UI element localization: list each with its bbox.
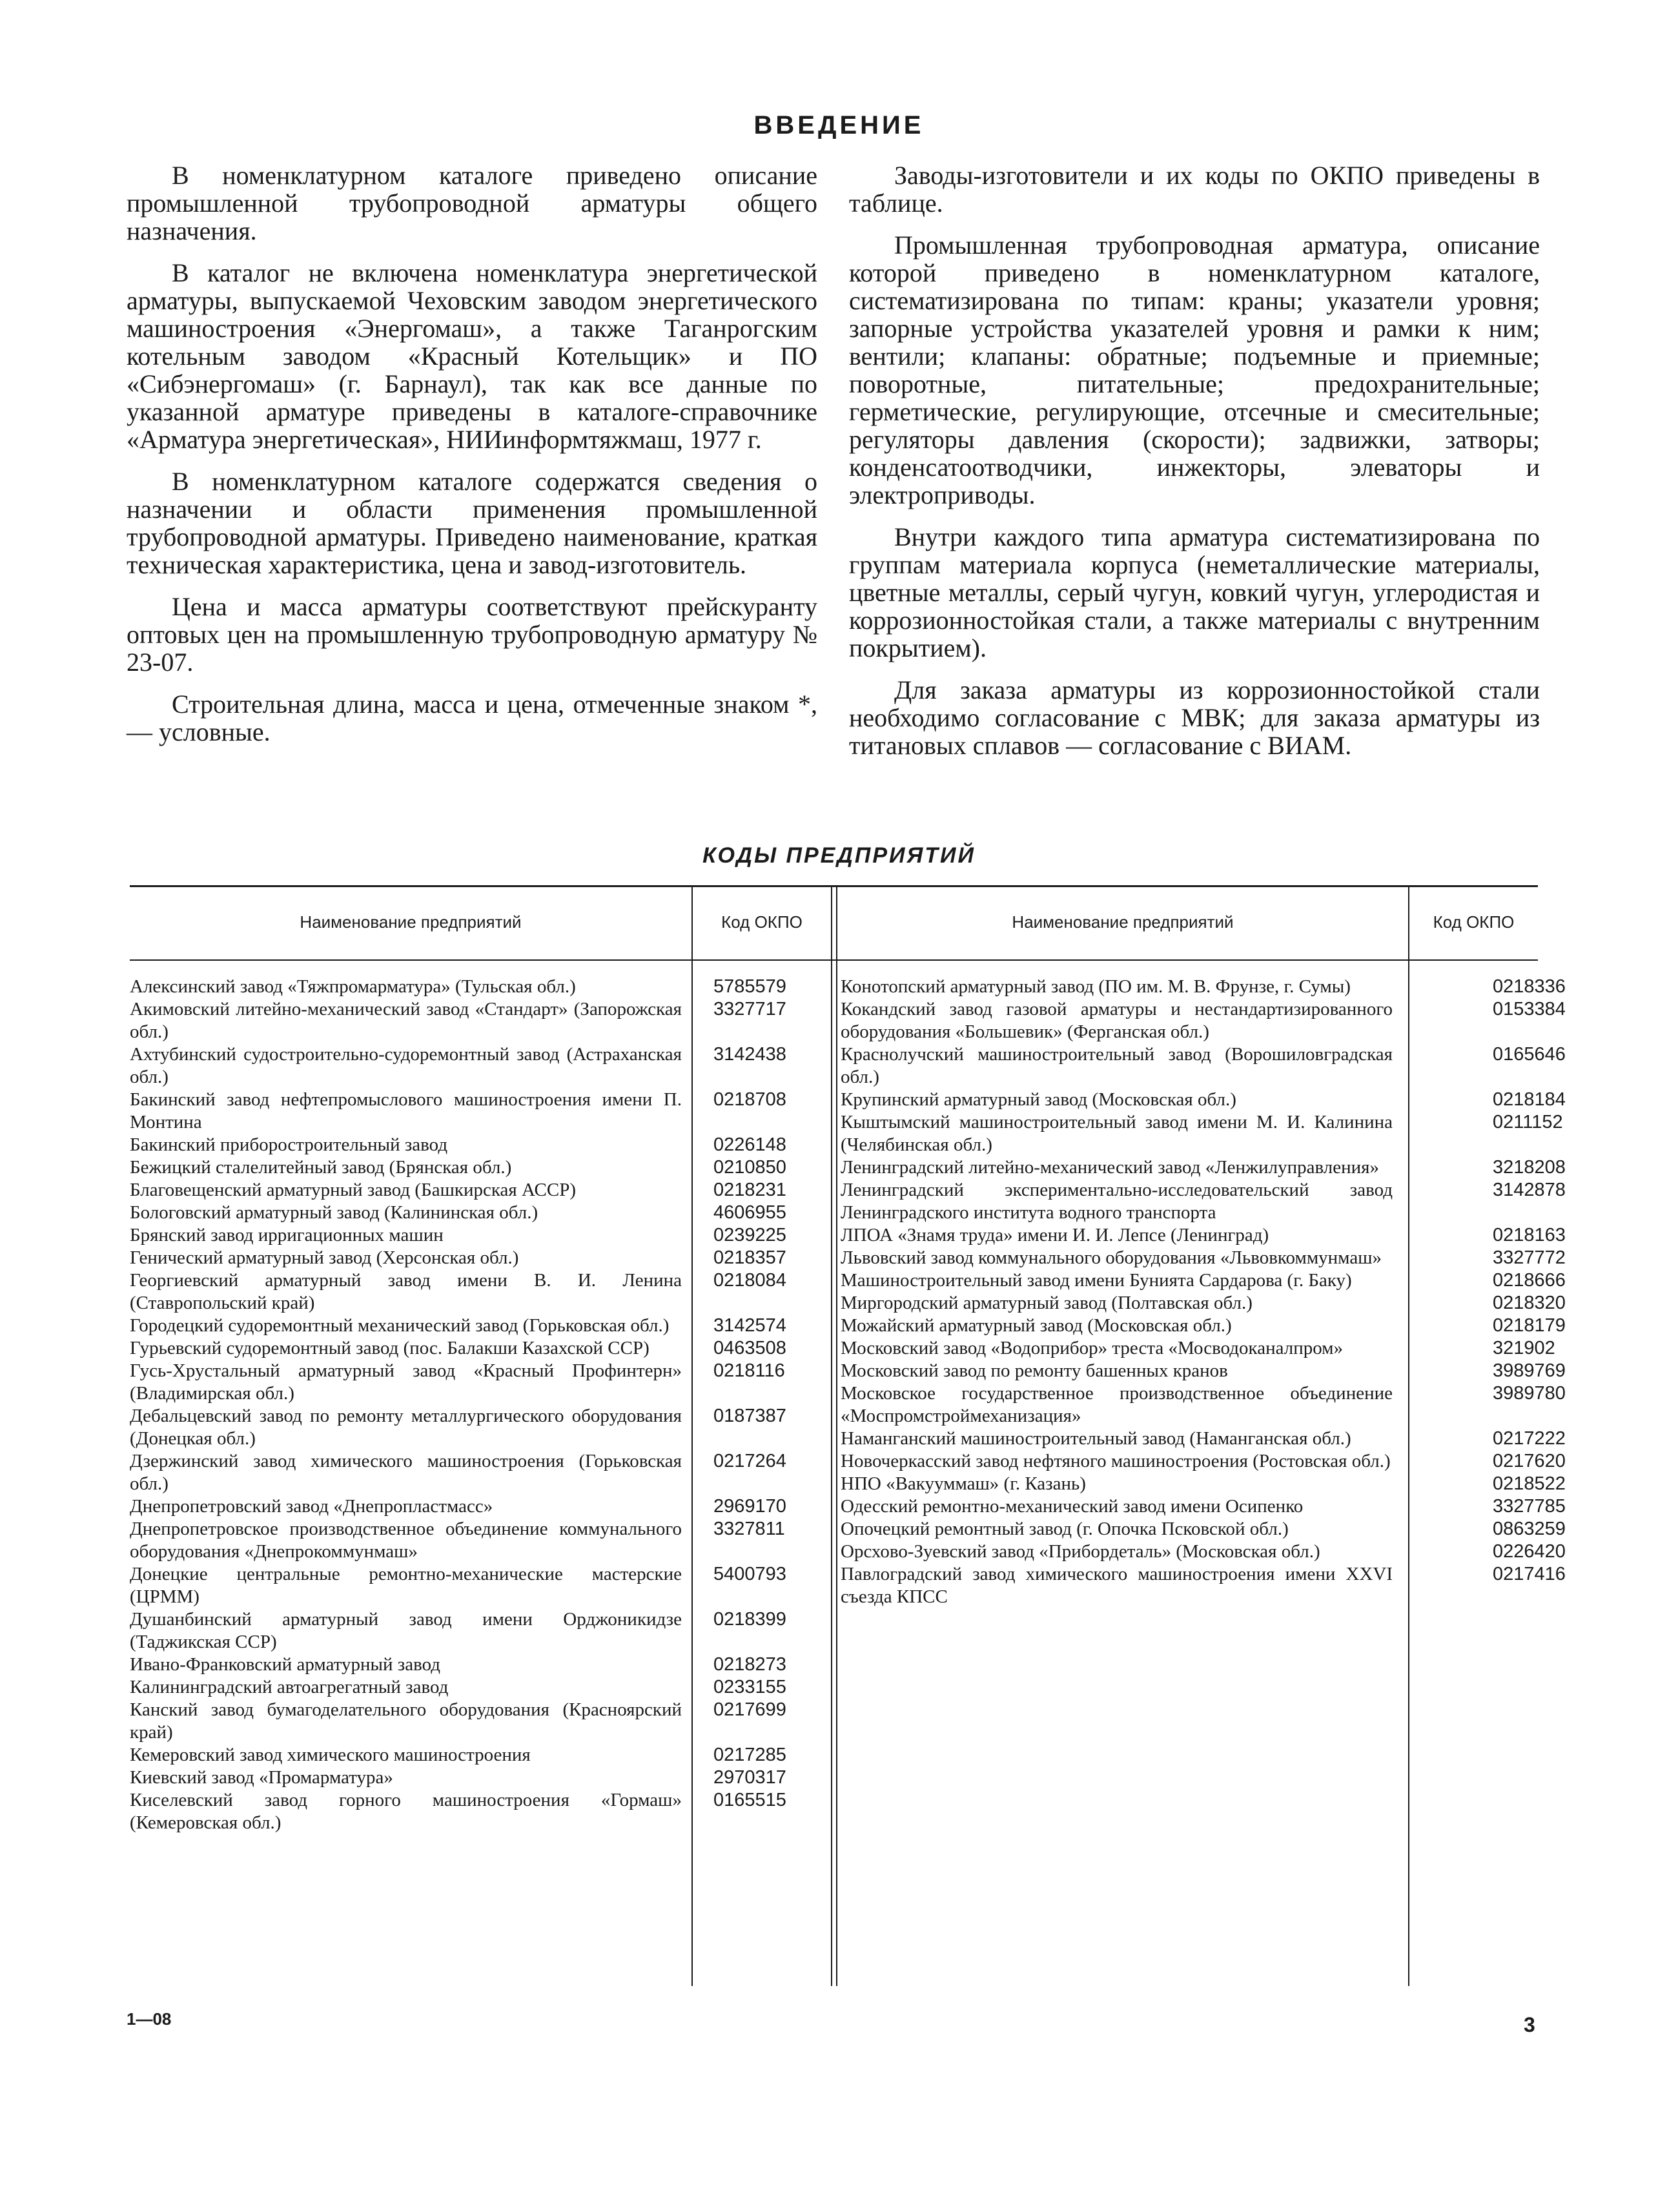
okpo-code: 0218184: [1493, 1089, 1566, 1110]
intro-paragraph: В каталог не включена номенклатура энергетической арматуры, выпускаемой Чеховским заводом энергетического машиностроения «Энергомаш», а также Таганрогским котельным заводом «Красный Котельщик» и ПО «Сибэнергомаш» (г. Барнаул), так как все данные по указанной арматуре приведены в каталоге-справочнике «Арматура энергетическая», НИИинформтяжмаш, 1977 г.: [127, 258, 817, 454]
okpo-code: 3989769: [1493, 1360, 1566, 1381]
enterprise-name: НПО «Вакууммаш» (г. Казань): [841, 1473, 1086, 1494]
okpo-code: 2970317: [713, 1767, 786, 1788]
enterprise-name: Алексинский завод «Тяжпромарматура» (Тульская обл.): [130, 976, 576, 997]
okpo-code: 0218399: [713, 1609, 786, 1630]
signature-mark: 1—08: [127, 2009, 172, 2029]
okpo-code: 0217264: [713, 1451, 786, 1471]
codes-table: [130, 885, 1566, 1986]
enterprise-name: Опочецкий ремонтный завод (г. Опочка Псковской обл.): [841, 1519, 1289, 1539]
page-number: 3: [1524, 2013, 1535, 2036]
codes-left-body: [130, 976, 786, 1834]
intro-paragraph: Внутри каждого типа арматура систематизирована по группам материала корпуса (неметаллические материалы, цветные металлы, серый чугун, ковкий чугун, углеродистая и коррозионностойкая стали, а также материалы с внутренним покрытием).: [849, 522, 1540, 662]
enterprise-name: Новочеркасский завод нефтяного машиностроения (Ростовская обл.): [841, 1451, 1391, 1471]
table-row: [841, 1269, 1566, 1292]
table-row: [841, 998, 1566, 1043]
enterprise-name: Павлоградский завод химического машиностроения имени XXVI съезда КПСС: [841, 1564, 1393, 1607]
table-row: [130, 1767, 786, 1789]
table-divider: [836, 885, 837, 1986]
enterprise-name: Городецкий судоремонтный механический завод (Горьковская обл.): [130, 1315, 670, 1336]
okpo-code: 3142878: [1493, 1180, 1566, 1200]
enterprise-name: Наманганский машиностроительный завод (Наманганская обл.): [841, 1428, 1351, 1449]
codes-table-title: КОДЫ ПРЕДПРИЯТИЙ: [702, 843, 976, 868]
enterprise-name: Канский завод бумагоделательного оборудования (Красноярский край): [130, 1699, 682, 1743]
table-row: [130, 1495, 786, 1518]
intro-paragraph: Промышленная трубопроводная арматура, описание которой приведено в номенклатурном каталоге, систематизирована по типам: краны; указатели уровня; запорные устройства указателей уровня и рамки к ним; вентили; клапаны: обратные; подъемные и приемные; поворотные, питательные; предохранительные; герметические, регулирующие, отсечные и смесительные; регуляторы давления (скорости); задвижки, затворы; конденсатоотводчики, инжекторы, элеваторы и электроприводы.: [849, 230, 1540, 509]
table-row: [841, 1518, 1566, 1541]
table-row: [130, 1789, 786, 1834]
okpo-code: 0217620: [1493, 1451, 1566, 1471]
enterprise-name: Бежицкий сталелитейный завод (Брянская обл.): [130, 1157, 512, 1178]
enterprise-name: Крупинский арматурный завод (Московская обл.): [841, 1089, 1236, 1110]
okpo-code: 0226420: [1493, 1541, 1566, 1562]
enterprise-name: Кокандский завод газовой арматуры и нестандартизированного оборудования «Большевик» (Ферганская обл.): [841, 999, 1393, 1042]
okpo-code: 0165515: [713, 1790, 786, 1810]
table-row: [130, 1247, 786, 1269]
okpo-code: 3327717: [713, 999, 786, 1019]
table-row: [130, 1676, 786, 1699]
okpo-code: 0217285: [713, 1745, 786, 1765]
okpo-code: 0218116: [713, 1360, 785, 1381]
column-header-code: Код ОКПО: [721, 912, 803, 932]
okpo-code: 3327785: [1493, 1496, 1566, 1517]
table-row: [841, 1315, 1566, 1337]
okpo-code: 2969170: [713, 1496, 786, 1517]
enterprise-name: Машиностроительный завод имени Бунията Сардарова (г. Баку): [841, 1270, 1352, 1291]
enterprise-name: Кемеровский завод химического машиностроения: [130, 1745, 531, 1765]
enterprise-name: Бакинский приборостроительный завод: [130, 1134, 448, 1155]
okpo-code: 0217416: [1493, 1564, 1566, 1584]
okpo-code: 3989780: [1493, 1383, 1566, 1404]
enterprise-name: Киевский завод «Промарматура»: [130, 1767, 393, 1788]
enterprise-name: Кыштымский машиностроительный завод имени М. И. Калинина (Челябинская обл.): [841, 1112, 1393, 1155]
enterprise-name: Георгиевский арматурный завод имени В. И. Ленина (Ставропольский край): [130, 1270, 682, 1313]
column-header-name: Наименование предприятий: [1012, 912, 1234, 932]
table-row: [130, 1269, 786, 1315]
enterprise-name: Ленинградский экспериментально-исследовательский завод Ленинградского института водного транспорта: [841, 1180, 1393, 1223]
intro-paragraph: Для заказа арматуры из коррозионностойкой стали необходимо согласование с МВК; для заказа арматуры из титановых сплавов — согласование с ВИАМ.: [849, 675, 1540, 760]
okpo-code: 0218163: [1493, 1225, 1566, 1245]
enterprise-name: Брянский завод ирригационных машин: [130, 1225, 444, 1245]
column-header-name: Наименование предприятий: [300, 912, 522, 932]
table-row: [841, 1450, 1566, 1473]
okpo-code: 5400793: [713, 1564, 786, 1584]
okpo-code: 0187387: [713, 1406, 786, 1426]
enterprise-name: Гурьевский судоремонтный завод (пос. Балакши Казахской ССР): [130, 1338, 650, 1358]
enterprise-name: Московское государственное производственное объединение «Моспромстроймеханизация»: [841, 1383, 1393, 1426]
enterprise-name: Гусь-Хрустальный арматурный завод «Красный Профинтерн» (Владимирская обл.): [130, 1360, 682, 1404]
enterprise-name: Львовский завод коммунального оборудования «Львовкоммунмаш»: [841, 1247, 1382, 1268]
okpo-code: 0153384: [1493, 999, 1566, 1019]
table-row: [130, 1202, 786, 1224]
table-row: [130, 1315, 786, 1337]
okpo-code: 0218084: [713, 1270, 786, 1291]
table-row: [130, 1179, 786, 1202]
table-row: [130, 1563, 786, 1608]
enterprise-name: Бакинский завод нефтепромыслового машиностроения имени П. Монтина: [130, 1089, 682, 1132]
table-row: [130, 1518, 785, 1563]
table-row: [841, 1292, 1566, 1315]
table-row: [130, 1043, 786, 1089]
table-row: [841, 1247, 1566, 1269]
okpo-code: 0210850: [713, 1157, 786, 1178]
table-row: [130, 1608, 786, 1654]
enterprise-name: Московский завод «Водоприбор» треста «Мосводоканалпром»: [841, 1338, 1344, 1358]
table-row: [841, 1382, 1566, 1428]
enterprise-name: Ленинградский литейно-механический завод «Ленжилуправления»: [841, 1157, 1380, 1178]
enterprise-name: Одесский ремонтно-механический завод имени Осипенко: [841, 1496, 1304, 1517]
column-header-code: Код ОКПО: [1433, 912, 1515, 932]
okpo-code: 0211152: [1493, 1112, 1563, 1132]
table-divider: [691, 885, 693, 1986]
enterprise-name: Ахтубинский судостроительно-судоремонтный завод (Астраханская обл.): [130, 1044, 682, 1087]
table-row: [130, 1654, 786, 1676]
table-row: [841, 1224, 1566, 1247]
table-row: [130, 1450, 786, 1495]
page-title: ВВЕДЕНИЕ: [753, 111, 925, 139]
table-row: [130, 1699, 786, 1744]
enterprise-name: Конотопский арматурный завод (ПО им. М. В. Фрунзе, г. Сумы): [841, 976, 1351, 997]
intro-paragraph: В номенклатурном каталоге приведено описание промышленной трубопроводной арматуры общего назначения.: [127, 161, 817, 245]
table-row: [841, 1111, 1563, 1156]
table-row: [841, 1495, 1566, 1518]
table-row: [130, 1089, 786, 1134]
table-row: [130, 1134, 786, 1156]
enterprise-name: Ивано-Франковский арматурный завод: [130, 1654, 441, 1675]
okpo-code: 0863259: [1493, 1519, 1566, 1539]
enterprise-name: Бологовский арматурный завод (Калининская обл.): [130, 1202, 538, 1223]
table-header-rule: [130, 959, 1538, 961]
table-row: [130, 1360, 785, 1405]
okpo-code: 0218231: [713, 1180, 786, 1200]
table-row: [130, 1224, 786, 1247]
enterprise-name: Миргородский арматурный завод (Полтавская обл.): [841, 1293, 1253, 1313]
okpo-code: 0226148: [713, 1134, 786, 1155]
enterprise-name: Калининградский автоагрегатный завод: [130, 1677, 449, 1697]
okpo-code: 0218320: [1493, 1293, 1566, 1313]
table-row: [841, 1179, 1566, 1224]
okpo-code: 0218336: [1493, 976, 1566, 997]
table-row: [841, 1337, 1555, 1360]
table-row: [130, 1156, 786, 1179]
okpo-code: 0165646: [1493, 1044, 1566, 1065]
table-row: [841, 1156, 1566, 1179]
table-row: [130, 976, 786, 998]
table-row: [130, 1337, 786, 1360]
enterprise-name: Дзержинский завод химического машиностроения (Горьковская обл.): [130, 1451, 682, 1494]
enterprise-name: Акимовский литейно-механический завод «Стандарт» (Запорожская обл.): [130, 999, 682, 1042]
intro-paragraph: Цена и масса арматуры соответствуют прейскуранту оптовых цен на промышленную трубопроводную арматуру № 23-07.: [127, 592, 817, 677]
okpo-code: 3327772: [1493, 1247, 1566, 1268]
okpo-code: 5785579: [713, 976, 786, 997]
okpo-code: 0218357: [713, 1247, 786, 1268]
enterprise-name: Душанбинский арматурный завод имени Орджоникидзе (Таджикская ССР): [130, 1609, 682, 1652]
okpo-code: 0463508: [713, 1338, 786, 1358]
table-row: [130, 998, 786, 1043]
okpo-code: 4606955: [713, 1202, 786, 1223]
enterprise-name: Орсхово-Зуевский завод «Прибордеталь» (Московская обл.): [841, 1541, 1320, 1562]
enterprise-name: Благовещенский арматурный завод (Башкирская АССР): [130, 1180, 576, 1200]
okpo-code: 3142574: [713, 1315, 786, 1336]
enterprise-name: Московский завод по ремонту башенных кранов: [841, 1360, 1228, 1381]
table-divider: [831, 885, 832, 1986]
okpo-code: 0233155: [713, 1677, 786, 1697]
enterprise-name: Донецкие центральные ремонтно-механические мастерские (ЦРММ): [130, 1564, 682, 1607]
table-row: [841, 1428, 1566, 1450]
table-row: [841, 1360, 1566, 1382]
table-divider: [1408, 885, 1409, 1986]
okpo-code: 0239225: [713, 1225, 786, 1245]
enterprise-name: Генический арматурный завод (Херсонская обл.): [130, 1247, 519, 1268]
table-row: [841, 1089, 1566, 1111]
enterprise-name: Днепропетровский завод «Днепропластмасс»: [130, 1496, 493, 1517]
okpo-code: 3142438: [713, 1044, 786, 1065]
table-row: [841, 1541, 1566, 1563]
intro-right-column: [849, 161, 1540, 773]
okpo-code: 0218708: [713, 1089, 786, 1110]
intro-paragraph: Заводы-изготовители и их коды по ОКПО приведены в таблице.: [849, 161, 1540, 218]
enterprise-name: Киселевский завод горного машиностроения «Гормаш» (Кемеровская обл.): [130, 1790, 682, 1833]
enterprise-name: ЛПОА «Знамя труда» имени И. И. Лепсе (Ленинград): [841, 1225, 1269, 1245]
okpo-code: 0218273: [713, 1654, 786, 1675]
okpo-code: 3327811: [713, 1519, 785, 1539]
enterprise-name: Днепропетровское производственное объединение коммунального оборудования «Днепрокоммунмаш»: [130, 1519, 682, 1562]
table-row: [841, 1473, 1566, 1495]
intro-paragraph: Строительная длина, масса и цена, отмеченные знаком *, — условные.: [127, 690, 817, 746]
codes-right-body: [841, 976, 1566, 1608]
table-row: [841, 1043, 1566, 1089]
okpo-code: 0217699: [713, 1699, 786, 1720]
okpo-code: 0218522: [1493, 1473, 1566, 1494]
enterprise-name: Краснолучский машиностроительный завод (Ворошиловградская обл.): [841, 1044, 1393, 1087]
okpo-code: 321902: [1493, 1338, 1555, 1358]
table-row: [130, 1405, 786, 1450]
table-row: [841, 1563, 1566, 1608]
intro-left-column: [127, 161, 817, 760]
enterprise-name: Дебальцевский завод по ремонту металлургического оборудования (Донецкая обл.): [130, 1406, 682, 1449]
table-row: [841, 976, 1566, 998]
table-row: [130, 1744, 786, 1767]
okpo-code: 3218208: [1493, 1157, 1566, 1178]
enterprise-name: Можайский арматурный завод (Московская обл.): [841, 1315, 1232, 1336]
okpo-code: 0218666: [1493, 1270, 1566, 1291]
intro-paragraph: В номенклатурном каталоге содержатся сведения о назначении и области применения промышленной трубопроводной арматуры. Приведено наименование, краткая техническая характеристика, цена и завод-изготовитель.: [127, 467, 817, 579]
okpo-code: 0218179: [1493, 1315, 1566, 1336]
okpo-code: 0217222: [1493, 1428, 1566, 1449]
